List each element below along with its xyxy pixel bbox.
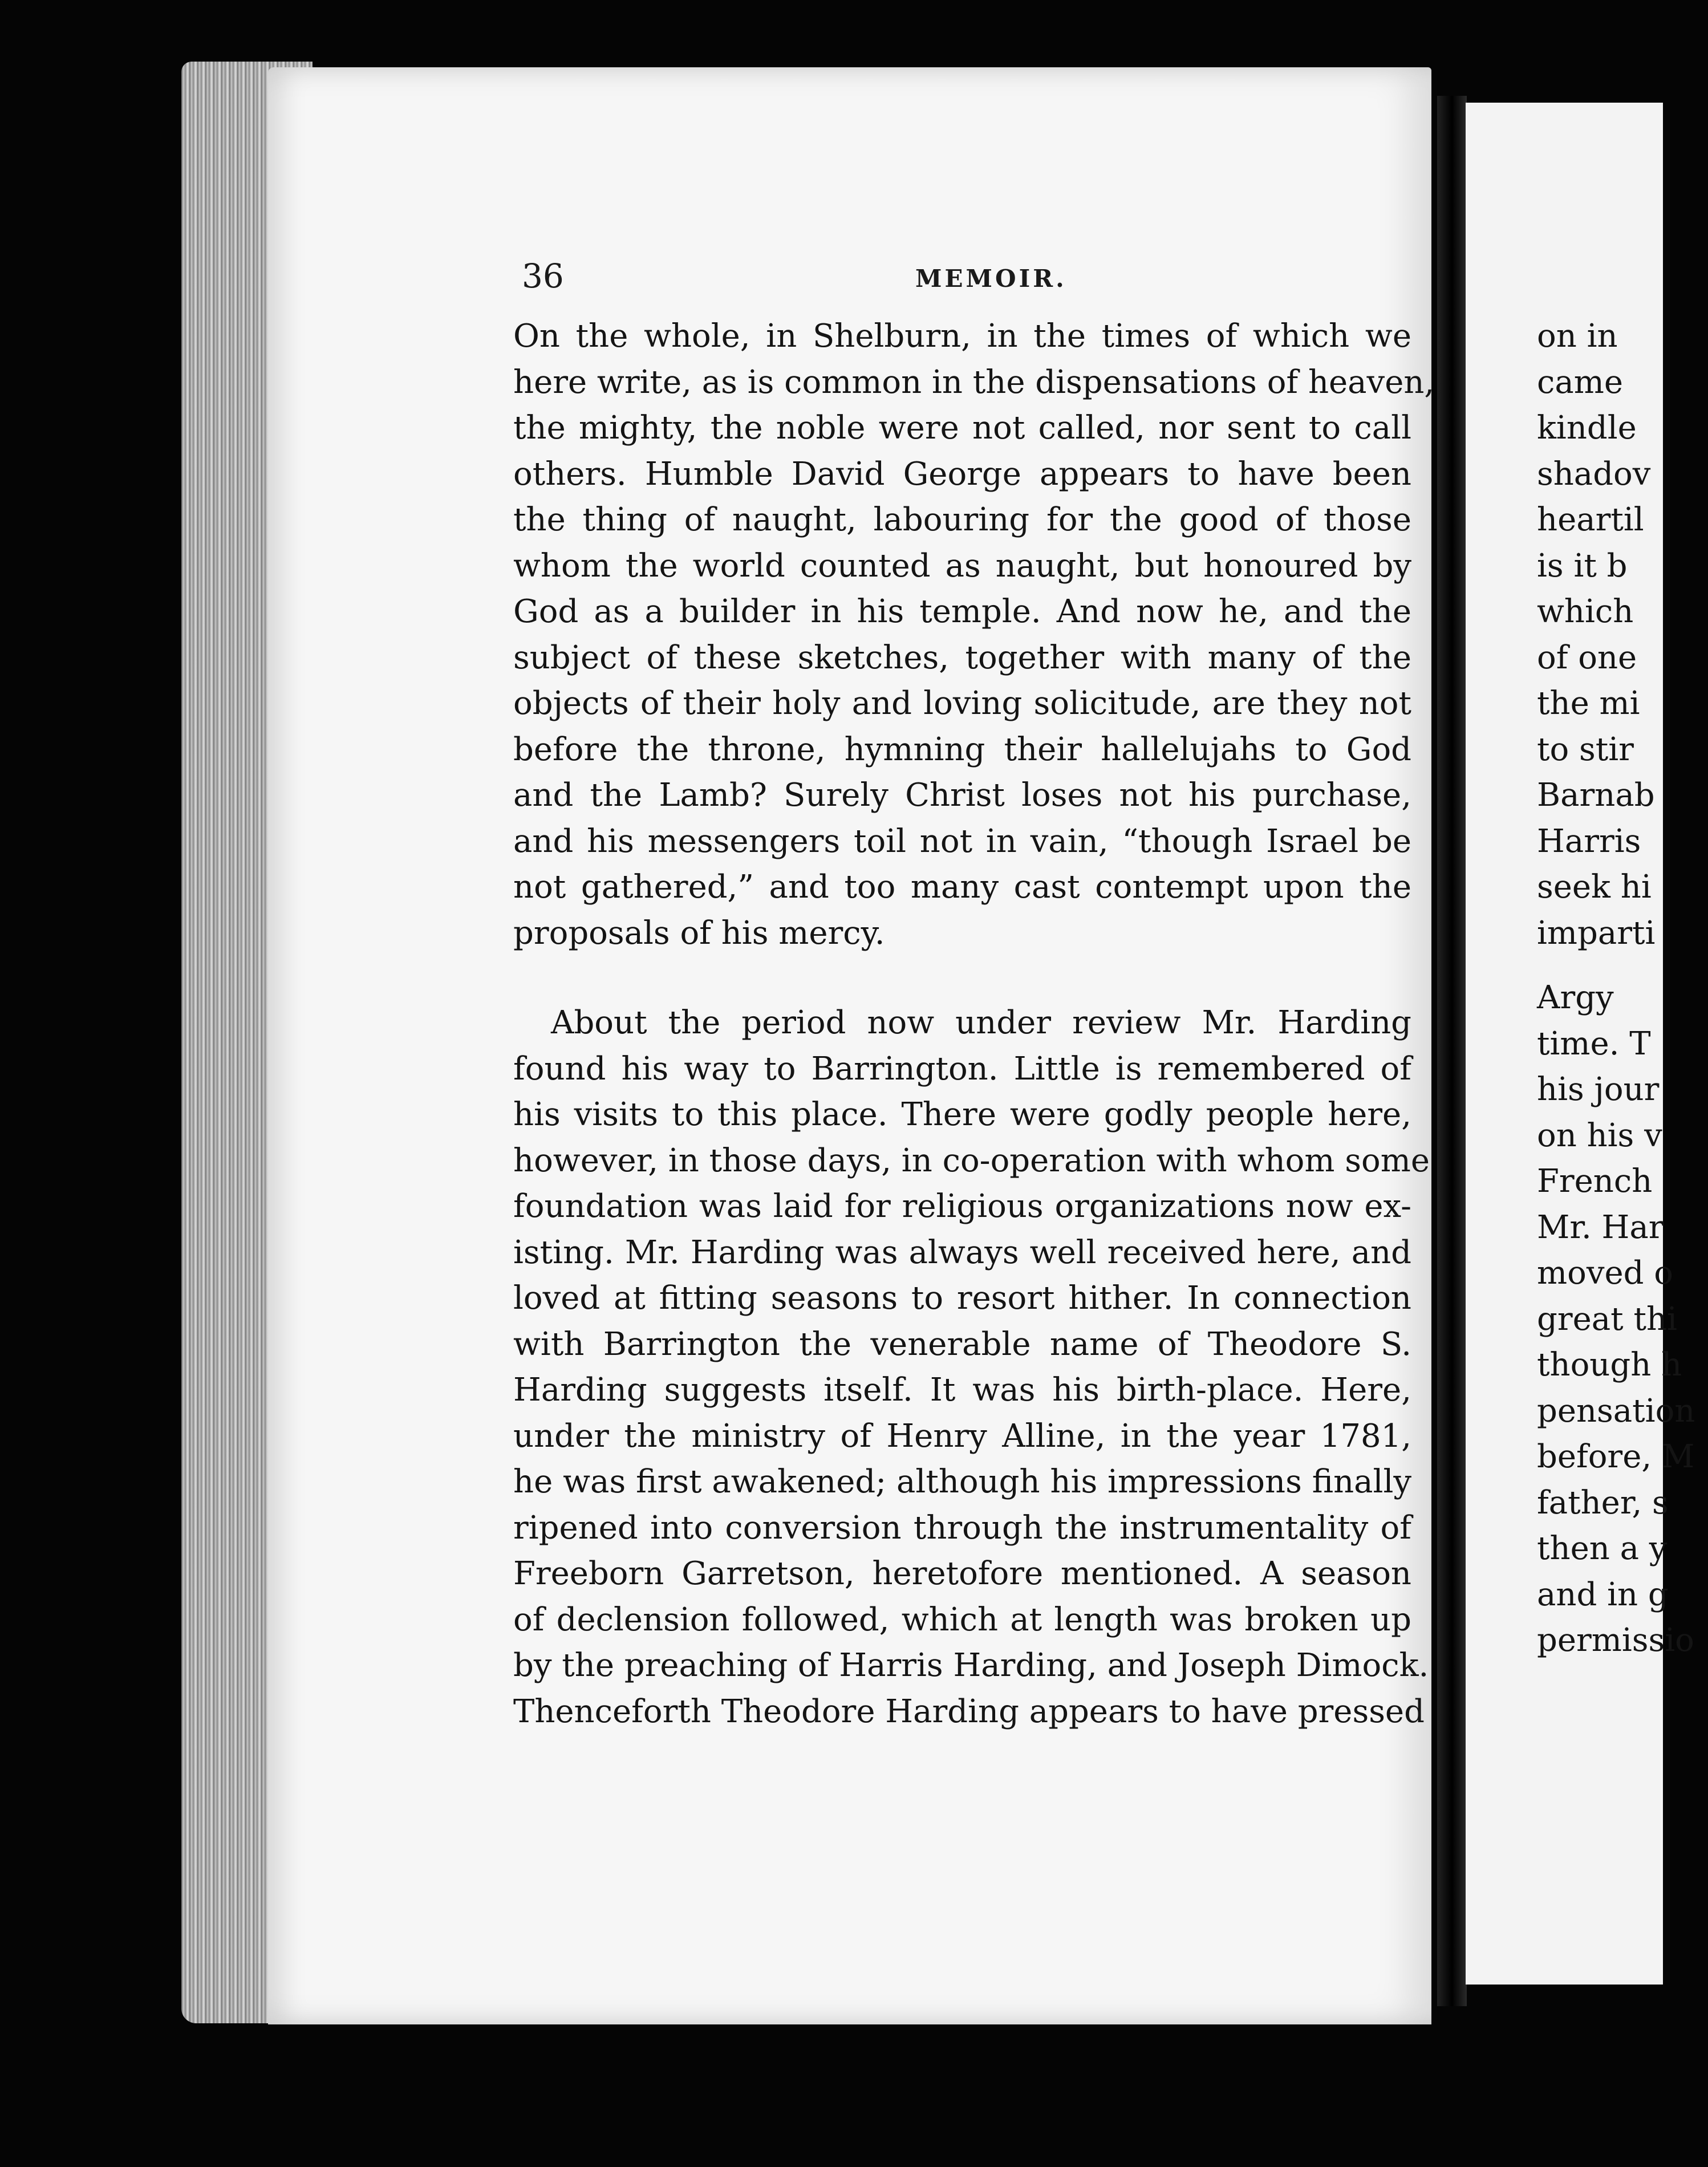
text-line: On the whole, in Shelburn, in the times of which we <box>513 318 1411 355</box>
text-line: which <box>1537 593 1634 630</box>
text-line: on his v <box>1537 1117 1662 1154</box>
right-page-fragment-2 <box>1537 975 1708 1664</box>
text-line: though h <box>1537 1346 1682 1383</box>
text-line: heartil <box>1537 501 1644 538</box>
text-line: Harding suggests itself. It was his birth-place. Here, <box>513 1371 1411 1409</box>
text-line: whom the world counted as naught, but honoured by <box>513 547 1411 585</box>
text-line: under the ministry of Henry Alline, in the year 1781, <box>513 1417 1411 1455</box>
text-line: pensation <box>1537 1392 1695 1430</box>
running-head: MEMOIR. <box>915 265 1067 293</box>
text-line: Argy <box>1537 979 1614 1016</box>
text-line: of declension followed, which at length was broken up <box>513 1601 1411 1638</box>
text-line: shadov <box>1537 455 1651 493</box>
text-line: father, s <box>1537 1484 1669 1521</box>
page-number: 36 <box>522 257 564 295</box>
text-line: the mighty, the noble were not called, nor sent to call <box>513 409 1411 447</box>
text-line: of one <box>1537 639 1637 676</box>
text-line: found his way to Barrington. Little is remembered of <box>513 1050 1411 1087</box>
text-line: French <box>1537 1163 1653 1200</box>
text-line: isting. Mr. Harding was always well received here, and <box>513 1233 1411 1271</box>
book-gutter <box>1437 96 1467 2006</box>
text-line: God as a builder in his temple. And now he, and the <box>513 593 1411 630</box>
text-line: his visits to this place. There were godly people here, <box>513 1096 1411 1133</box>
text-line: Thenceforth Theodore Harding appears to have pressed <box>513 1693 1425 1730</box>
text-line: permissio <box>1537 1622 1694 1659</box>
text-line: Harris <box>1537 822 1641 860</box>
right-page <box>1466 103 1695 1985</box>
text-line: before the throne, hymning their hallelujahs to God <box>513 731 1411 768</box>
text-line: kindle <box>1537 409 1637 447</box>
text-line: with Barrington the venerable name of Theodore S. <box>513 1325 1411 1363</box>
text-line: and in g <box>1537 1576 1669 1613</box>
text-line: the mi <box>1537 685 1640 722</box>
right-page-fragment-1 <box>1537 314 1708 956</box>
text-line: then a y <box>1537 1530 1668 1567</box>
paragraph-2 <box>513 1000 1430 1735</box>
text-line: not gathered,” and too many cast contempt upon the <box>513 869 1411 906</box>
text-line: seek hi <box>1537 869 1652 906</box>
text-line: proposals of his mercy. <box>513 914 885 952</box>
text-line: and his messengers toil not in vain, “though Israel be <box>513 822 1411 860</box>
text-line: before, M <box>1537 1438 1695 1475</box>
text-line: however, in those days, in co-operation with whom some <box>513 1142 1430 1179</box>
text-line: is it b <box>1537 547 1628 585</box>
text-line: subject of these sketches, together with many of the <box>513 639 1411 676</box>
text-line: objects of their holy and loving solicitude, are they not <box>513 685 1411 722</box>
text-line: foundation was laid for religious organizations now ex- <box>513 1188 1411 1225</box>
text-line: Freeborn Garretson, heretofore mentioned. A season <box>513 1555 1411 1592</box>
text-line: great thi <box>1537 1300 1677 1338</box>
text-line: his jour <box>1537 1071 1660 1108</box>
text-line: others. Humble David George appears to have been <box>513 455 1411 493</box>
text-line: came <box>1537 363 1623 401</box>
text-line: moved o <box>1537 1255 1673 1292</box>
text-line: Barnab <box>1537 777 1655 814</box>
text-line: loved at fitting seasons to resort hither. In connection <box>513 1280 1411 1317</box>
text-line: by the preaching of Harris Harding, and Joseph Dimock. <box>513 1647 1429 1684</box>
text-line: the thing of naught, labouring for the good of those <box>513 501 1411 538</box>
text-line: imparti <box>1537 914 1656 952</box>
text-line: time. T <box>1537 1025 1651 1062</box>
text-line: ripened into conversion through the instrumentality of <box>513 1509 1411 1547</box>
text-line: to stir <box>1537 731 1634 768</box>
text-line: and the Lamb? Surely Christ loses not his purchase, <box>513 777 1411 814</box>
text-line: About the period now under review Mr. Harding <box>551 1004 1411 1041</box>
paragraph-1 <box>513 314 1435 956</box>
text-line: Mr. Har <box>1537 1208 1664 1246</box>
page-header <box>522 257 1411 308</box>
text-line: here write, as is common in the dispensations of heaven, <box>513 363 1435 401</box>
text-line: on in <box>1537 318 1618 355</box>
text-line: he was first awakened; although his impressions finally <box>513 1463 1411 1500</box>
